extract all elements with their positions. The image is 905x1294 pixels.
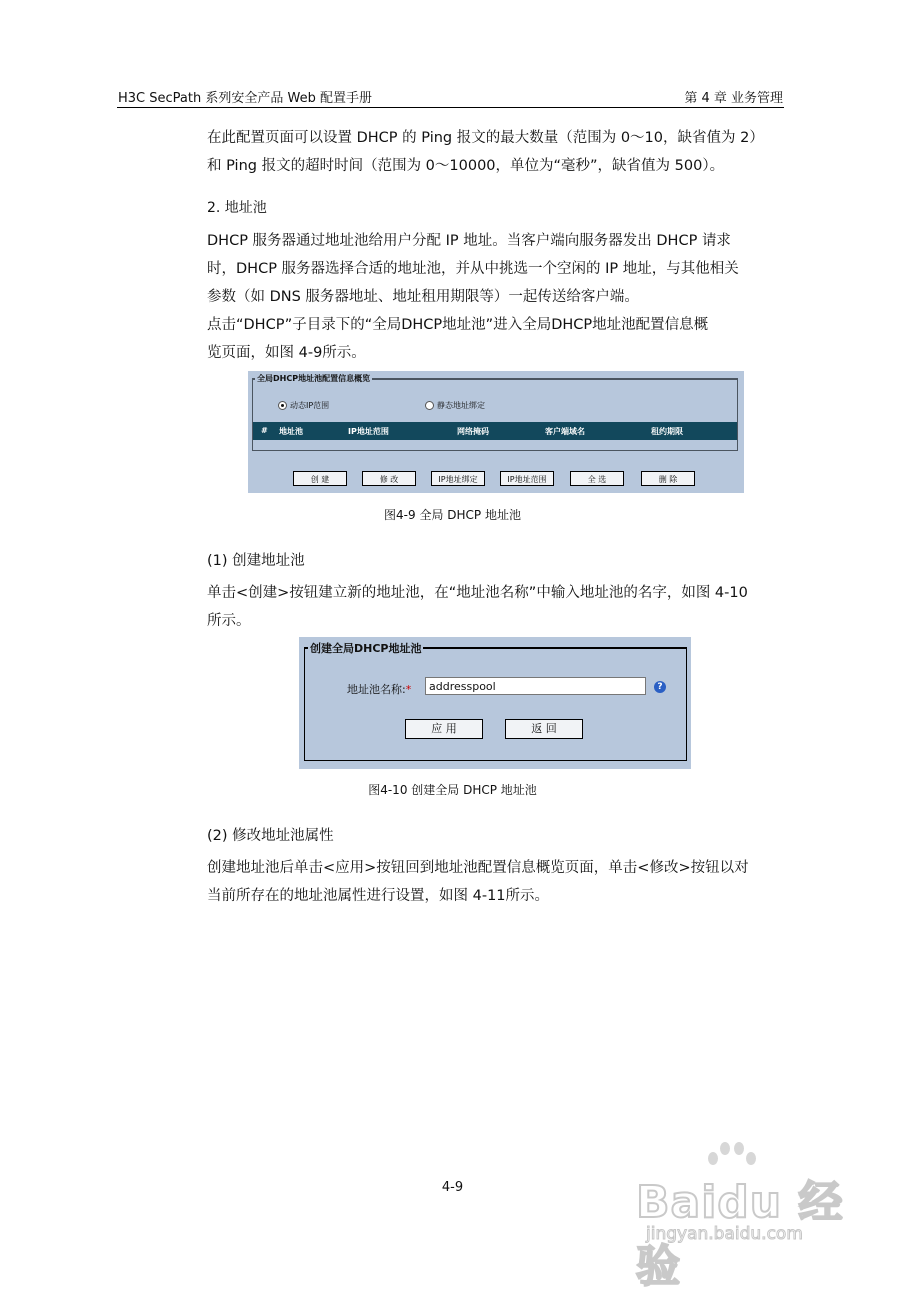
section-title-address-pool: 2. 地址池 (207, 200, 267, 216)
delete-button[interactable]: 删 除 (641, 471, 695, 486)
figure-global-dhcp-pool-overview (248, 371, 744, 493)
text-line: 单击<创建>按钮建立新的地址池，在“地址池名称”中输入地址池的名字，如图 4-10 (207, 585, 748, 601)
header-divider (117, 107, 784, 108)
baidu-watermark (636, 1140, 861, 1292)
column-header-client-domain: 客户端域名 (545, 427, 585, 436)
create-pool-legend: 创建全局DHCP地址池 (310, 642, 422, 655)
column-header-netmask: 网络掩码 (457, 427, 489, 436)
text-line: DHCP 服务器通过地址池给用户分配 IP 地址。当客户端向服务器发出 DHCP 请求 (207, 233, 731, 249)
radio-dynamic-ip-range[interactable] (278, 400, 329, 411)
paragraph-create-pool (207, 579, 787, 635)
subsection-title-create-pool: (1) 创建地址池 (207, 553, 305, 569)
overview-legend: 全局DHCP地址池配置信息概览 (257, 374, 371, 383)
select-all-button[interactable]: 全 选 (570, 471, 624, 486)
text-line: 所示。 (207, 613, 251, 629)
create-button[interactable]: 创 建 (293, 471, 347, 486)
table-header (253, 422, 737, 440)
radio-label: 动态IP范围 (290, 401, 330, 410)
required-mark: * (405, 683, 412, 696)
text-line: 点击“DHCP”子目录下的“全局DHCP地址池”进入全局DHCP地址池配置信息概 (207, 317, 709, 333)
ip-binding-button[interactable]: IP地址绑定 (431, 471, 485, 486)
text-line: 当前所存在的地址池属性进行设置，如图 4-11所示。 (207, 888, 550, 904)
text-line: 创建地址池后单击<应用>按钮回到地址池配置信息概览页面，单击<修改>按钮以对 (207, 860, 749, 876)
radio-label: 静态地址绑定 (437, 401, 485, 410)
modify-button[interactable]: 修 改 (362, 471, 416, 486)
text-line: 在此配置页面可以设置 DHCP 的 Ping 报文的最大数量（范围为 0～10，缺省值为 2） (207, 130, 764, 146)
text-line: 览页面，如图 4-9所示。 (207, 345, 366, 361)
figure-caption: 图4-9 全局 DHCP 地址池 (384, 508, 521, 522)
text-line: 和 Ping 报文的超时时间（范围为 0～10000，单位为“毫秒”，缺省值为 500）。 (207, 158, 725, 174)
column-header-index: # (261, 426, 268, 435)
text-line: 时，DHCP 服务器选择合适的地址池，并从中挑选一个空闲的 IP 地址，与其他相关 (207, 261, 739, 277)
column-header-lease: 租约期限 (651, 427, 683, 436)
ip-range-button[interactable]: IP地址范围 (500, 471, 554, 486)
pool-name-label (347, 681, 411, 697)
header-chapter-title: 第 4 章 业务管理 (684, 91, 783, 106)
header-manual-title: H3C SecPath 系列安全产品 Web 配置手册 (118, 91, 372, 106)
paragraph-ping-settings (207, 124, 787, 180)
apply-button[interactable]: 应 用 (405, 719, 483, 739)
text-line: 参数（如 DNS 服务器地址、地址租用期限等）一起传送给客户端。 (207, 289, 639, 305)
paragraph-address-pool-intro (207, 227, 787, 311)
watermark-logo-text: Baidu 经验 (636, 1177, 844, 1292)
radio-unselected-icon (425, 401, 434, 410)
help-icon[interactable]: ? (654, 681, 666, 693)
page-number: 4-9 (441, 1180, 464, 1195)
paragraph-navigation-hint (207, 311, 787, 367)
pool-name-label-text: 地址池名称: (347, 683, 406, 696)
column-header-ip-range: IP地址范围 (348, 427, 389, 436)
figure-create-dhcp-pool (299, 637, 691, 769)
create-pool-fieldset (304, 640, 687, 761)
paragraph-modify-pool (207, 854, 787, 910)
column-header-pool: 地址池 (279, 427, 303, 436)
subsection-title-modify-pool: (2) 修改地址池属性 (207, 828, 334, 844)
radio-selected-icon (278, 401, 287, 410)
radio-static-binding[interactable] (425, 400, 485, 411)
figure-caption: 图4-10 创建全局 DHCP 地址池 (368, 783, 537, 797)
pool-name-input[interactable] (425, 677, 646, 695)
back-button[interactable]: 返 回 (505, 719, 583, 739)
watermark-url: jingyan.baidu.com (646, 1224, 803, 1244)
